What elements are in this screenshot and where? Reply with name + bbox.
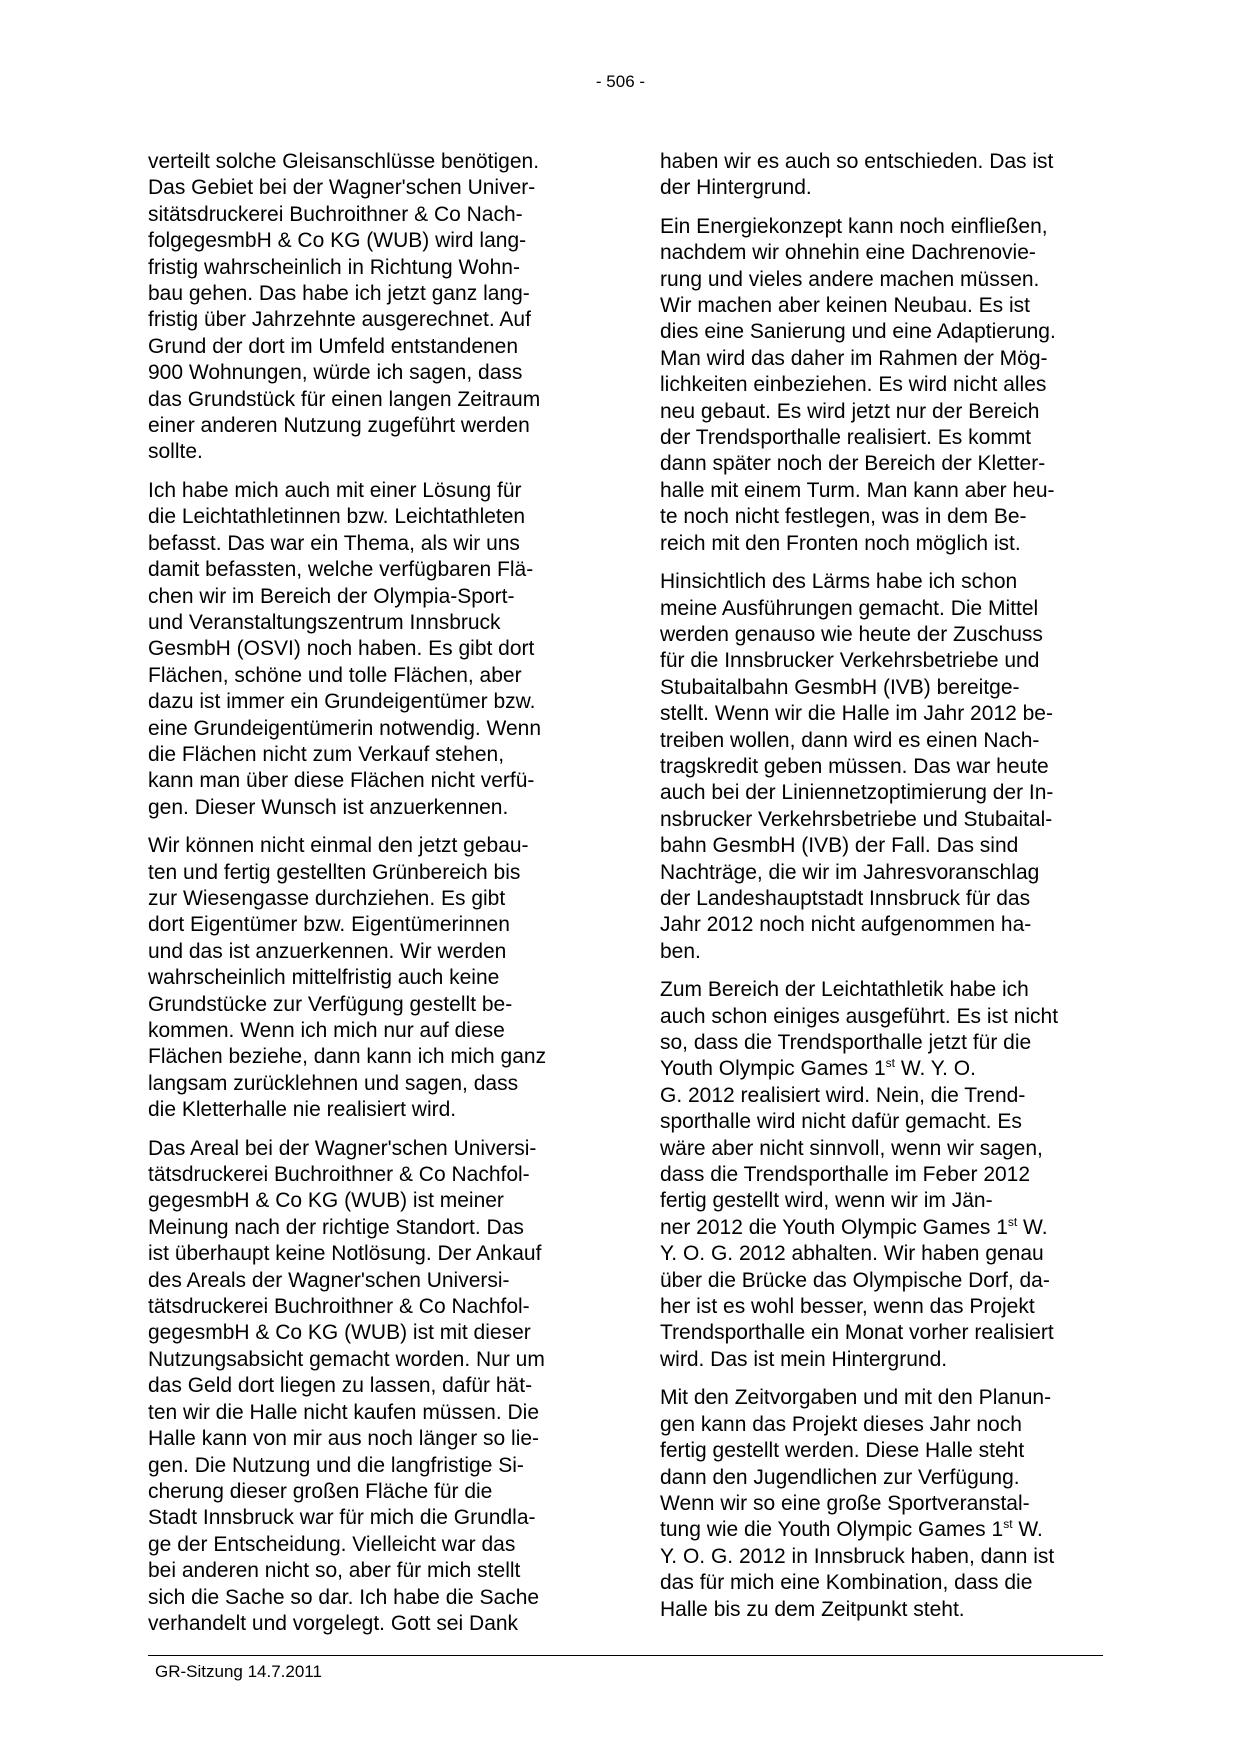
paragraph: Wir können nicht einmal den jetzt gebau- ten und fertig gestellten Grünbereich bis zur Wiesengasse durchziehen. Es gibt dort Eigentümer bzw. Eigentümerinnen und das ist anzuerkennen. Wir werden wahrscheinlich mittelfristig auch keine Grundstücke zur Verfügung gestellt be- kommen. Wenn ich mich nur auf diese Flächen beziehe, dann kann ich mich ganz langsam zurücklehnen und sagen, dass die Kletterhalle nie realisiert wird. (148, 834, 547, 1122)
footer-text: GR-Sitzung 14.7.2011 (155, 1662, 322, 1681)
footer-divider (148, 1655, 1103, 1656)
page-number: - 506 - (595, 72, 646, 91)
paragraph: Das Areal bei der Wagner'schen Universi- tätsdruckerei Buchroithner & Co Nachfol- gegesmbH & Co KG (WUB) ist meiner Meinung nach der richtige Standort. Das ist überhaupt keine Notlösung. Der Ankauf des Areals der Wagner'schen Universi- tätsdruckerei Buchroithner & Co Nachfol- gegesmbH & Co KG (WUB) ist mit dieser Nutzungsabsicht gemacht worden. Nur um das Geld dort liegen zu lassen, dafür hät- ten wir die Halle nicht kaufen müssen. Die Halle kann von mir aus noch länger so lie- gen. Die Nutzung und die langfristige Si- cherung dieser großen Fläche für die Stadt Innsbruck war für mich die Grundla- ge der Entscheidung. Vielleicht war das bei anderen nicht so, aber für mich stellt sich die Sache so dar. Ich habe die Sache verhandelt und vorgelegt. Gott sei Dank (148, 1136, 545, 1635)
text-run: Zum Bereich der Leichtathletik habe ich auch schon einiges ausgeführt. Es ist nicht so, dass die Trendsporthalle jetzt für die Youth Olympic Games 1 (660, 978, 1059, 1081)
left-column (148, 149, 598, 1649)
paragraph: Hinsichtlich des Lärms habe ich schon meine Ausführungen gemacht. Die Mittel werden genauso wie heute der Zuschuss für die Innsbrucker Verkehrsbetriebe und Stubaitalbahn GesmbH (IVB) bereitge- stellt. Wenn wir die Halle im Jahr 2012 be- treiben wollen, dann wird es einen Nach- tragskredit geben müssen. Das war heute auch bei der Liniennetzoptimierung der In- nsbrucker Verkehrsbetriebe und Stubaital- bahn GesmbH (IVB) der Fall. Das sind Nachträge, die wir im Jahresvoranschlag der Landeshauptstadt Innsbruck für das Jahr 2012 noch nicht aufgenommen ha- ben. (660, 570, 1054, 963)
superscript: st (885, 1056, 896, 1071)
text-run: Mit den Zeitvorgaben und mit den Planun- gen kann das Projekt dieses Jahr noch fertig gestellt werden. Diese Halle steht dann den Jugendlichen zur Verfügung. Wenn wir so eine große Sportveranstal- tung wie die Youth Olympic Games 1 (660, 1386, 1052, 1542)
superscript: st (1007, 1214, 1018, 1229)
text-run: W. Y. O. G. 2012 abhalten. Wir haben genau über die Brücke das Olympische Dorf, da- her ist es wohl besser, wenn das Projekt Trendsporthalle ein Monat vorher realisiert wird. Das ist mein Hintergrund. (660, 1215, 1054, 1371)
paragraph: Ein Energiekonzept kann noch einfließen, nachdem wir ohnehin eine Dachrenovie- rung und vieles andere machen müssen. Wir machen aber keinen Neubau. Es ist dies eine Sanierung und eine Adaptierung. Man wird das daher im Rahmen der Mög- lichkeiten einbeziehen. Es wird nicht alles neu gebaut. Es wird jetzt nur der Bereich der Trendsporthalle realisiert. Es kommt dann später noch der Bereich der Kletter- halle mit einem Turm. Man kann aber heu- te noch nicht festlegen, was in dem Be- reich mit den Fronten noch möglich ist. (660, 214, 1056, 555)
paragraph: Ich habe mich auch mit einer Lösung für die Leichtathletinnen bzw. Leichtathleten befasst. Das war ein Thema, als wir uns damit befassten, welche verfügbaren Flä- chen wir im Bereich der Olympia-Sport- und Veranstaltungszentrum Innsbruck GesmbH (OSVI) noch haben. Es gibt dort Flächen, schöne und tolle Flächen, aber dazu ist immer ein Grundeigentümer bzw. eine Grundeigentümerin notwendig. Wenn die Flächen nicht zum Verkauf stehen, kann man über diese Flächen nicht verfü- gen. Dieser Wunsch ist anzuerkennen. (148, 478, 542, 819)
right-column (660, 149, 1110, 1635)
paragraph (660, 977, 1110, 1373)
superscript: st (1003, 1517, 1013, 1532)
paragraph: haben wir es auch so entschieden. Das ist der Hintergrund. (660, 150, 1054, 200)
paragraph: verteilt solche Gleisanschlüsse benötigen. Das Gebiet bei der Wagner'schen Univer- sitätsdruckerei Buchroithner & Co Nach- folgegesmbH & Co KG (WUB) wird lang- fristig wahrscheinlich in Richtung Wohn- bau gehen. Das habe ich jetzt ganz lang- fristig über Jahrzehnte ausgerechnet. Auf Grund der dort im Umfeld entstandenen 900 Wohnungen, würde ich sagen, dass das Grundstück für einen langen Zeitraum einer anderen Nutzung zugeführt werden sollte. (148, 150, 541, 464)
paragraph (660, 1385, 1110, 1623)
text-run: W. Y. O. G. 2012 in Innsbruck haben, dann ist das für mich eine Kombination, dass die Halle bis zu dem Zeitpunkt steht. (660, 1518, 1055, 1621)
text-run: W. Y. O. G. 2012 realisiert wird. Nein, die Trend- sporthalle wird nicht dafür gemacht. Es wäre aber nicht sinnvoll, wenn wir sagen, dass die Trendsporthalle im Feber 2012 fertig gestellt wird, wenn wir im Jän- ner 2012 die Youth Olympic Games 1 (660, 1057, 1043, 1239)
